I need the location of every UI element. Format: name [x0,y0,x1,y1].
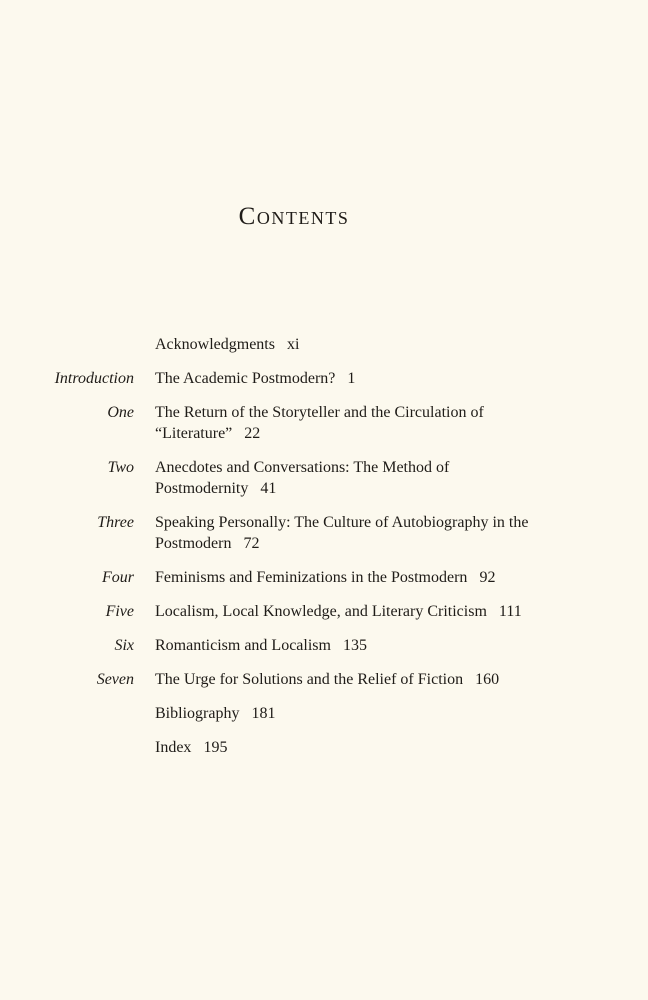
chapter-title-line [155,737,545,758]
chapter-label: One [107,404,134,421]
page-number: 111 [498,603,522,620]
chapter-title: Anecdotes and Conversations: The Method of Postmodernity [155,459,450,497]
page-number: 92 [479,569,496,586]
page-number: 135 [342,637,367,654]
toc-entry-one [0,402,648,444]
toc-entry-acknowledgments [0,334,648,355]
toc-entry-bibliography [0,703,648,724]
chapter-title-line [155,334,545,355]
toc-entry-two [0,457,648,499]
page-title: Contents [238,203,350,230]
chapter-label: Introduction [54,370,134,387]
page-number: 1 [347,370,356,387]
toc-entry-five [0,601,648,622]
chapter-label: Five [105,603,134,620]
chapter-title: Index [155,739,192,756]
chapter-title-line [155,457,545,499]
chapter-title: The Academic Postmodern? [155,370,336,387]
chapter-title: Acknowledgments [155,336,275,353]
chapter-label: Seven [96,671,134,688]
chapter-title: Localism, Local Knowledge, and Literary Criticism [155,603,487,620]
chapter-title: Speaking Personally: The Culture of Autobiography in the Postmodern [155,514,529,552]
chapter-title-line [155,601,545,622]
chapter-label: Six [114,637,134,654]
page-number: 41 [260,480,277,497]
page-number: 160 [475,671,500,688]
chapter-title-line [155,368,545,389]
page-number: 181 [251,705,276,722]
toc-entry-four [0,567,648,588]
toc-entry-three [0,512,648,554]
chapter-title: The Urge for Solutions and the Relief of Fiction [155,671,464,688]
chapter-title: Feminisms and Feminizations in the Postmodern [155,569,468,586]
toc-entry-six [0,635,648,656]
toc-entry-index [0,737,648,758]
chapter-title-line [155,567,545,588]
page-number: xi [286,336,300,353]
page-number: 22 [244,425,261,442]
chapter-title-line [155,635,545,656]
chapter-title-line [155,669,545,690]
chapter-title: The Return of the Storyteller and the Circulation of “Literature” [155,404,484,442]
chapter-label: Two [107,459,134,476]
toc-entry-seven [0,669,648,690]
chapter-label: Three [97,514,134,531]
chapter-title-line [155,512,545,554]
page-number: 72 [243,535,260,552]
chapter-title-line [155,402,545,444]
chapter-title: Bibliography [155,705,240,722]
toc-entry-introduction [0,368,648,389]
chapter-label: Four [102,569,134,586]
chapter-title-line [155,703,545,724]
chapter-title: Romanticism and Localism [155,637,331,654]
table-of-contents [0,334,648,756]
page-number: 195 [203,739,228,756]
